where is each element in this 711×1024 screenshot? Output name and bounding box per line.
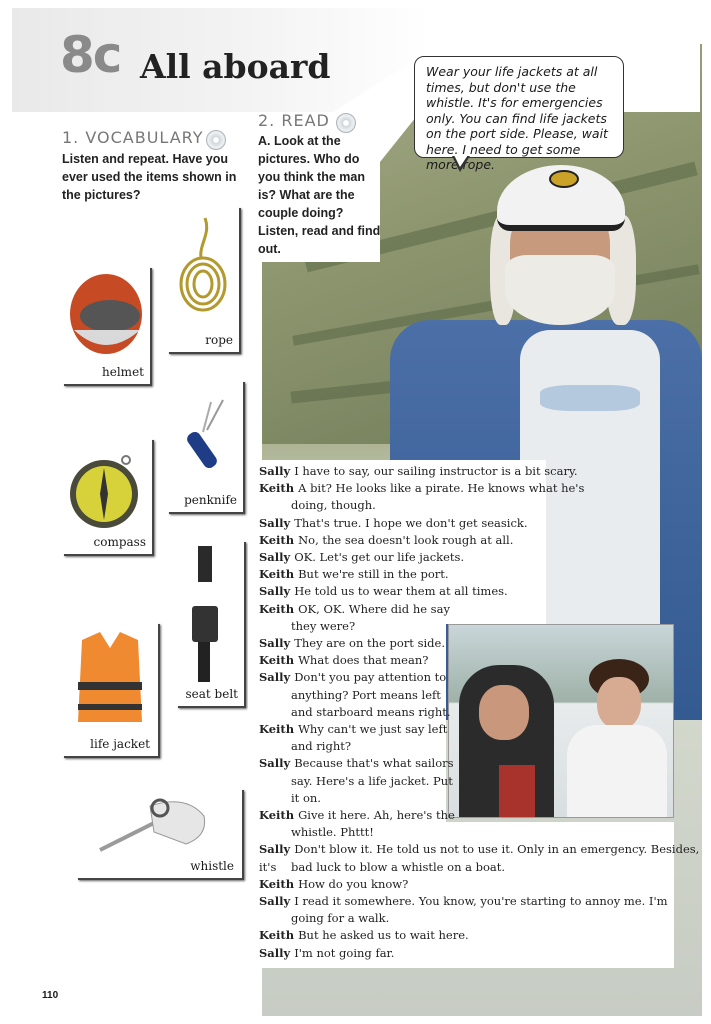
dialogue-speaker: Sally	[259, 584, 295, 599]
penknife-icon	[173, 390, 237, 480]
dialogue-text: No, the sea doesn't look rough at all.	[298, 532, 514, 547]
dialogue-line	[291, 773, 453, 790]
woman-face	[479, 685, 529, 740]
dialogue-line	[259, 635, 445, 652]
dialogue-text: Give it here. Ah, here's the	[298, 808, 455, 822]
dialogue-line	[291, 859, 505, 876]
dialogue-line	[291, 704, 451, 721]
life-jacket-icon	[68, 626, 152, 726]
dialogue-line	[259, 652, 428, 669]
dialogue-speaker: Keith	[259, 481, 299, 496]
woman-top	[499, 765, 535, 817]
vocab-card-helmet	[62, 266, 150, 384]
couple-photo	[448, 624, 674, 818]
vocab-card-life-jacket	[62, 622, 158, 756]
dialogue-line	[259, 532, 513, 549]
vocab-label-helmet: helmet	[102, 365, 144, 379]
whistle-icon	[90, 792, 220, 856]
man-face	[597, 677, 641, 729]
dialogue-text: But he asked us to wait here.	[298, 928, 469, 943]
vocabulary-heading: 1. VOCABULARY	[62, 128, 204, 147]
vocab-label-life-jacket: life jacket	[90, 737, 150, 751]
dialogue-speaker: Keith	[259, 722, 299, 736]
dialogue-text: going for a walk.	[291, 911, 390, 926]
vocab-card-penknife	[167, 380, 243, 512]
dialogue-text: Why can't we just say left	[298, 722, 448, 736]
dialogue-speaker: Sally	[259, 515, 295, 530]
dialogue-text: bad luck to blow a whistle on a boat.	[291, 859, 506, 874]
dialogue-line	[259, 515, 528, 532]
dialogue-line	[291, 824, 374, 841]
dialogue-line	[259, 927, 469, 944]
dialogue-speaker: Sally	[259, 670, 295, 685]
dialogue-text: I read it somewhere. You know, you're starting to annoy me. I'm	[294, 894, 668, 908]
dialogue-text: I have to say, our sailing instructor is a bit scary.	[294, 464, 578, 478]
dialogue-text: Because that's what sailors	[294, 756, 454, 771]
dialogue-speaker: Keith	[259, 653, 299, 668]
dialogue-speaker: Keith	[259, 532, 299, 547]
lesson-number: 8c	[60, 26, 121, 84]
dialogue-line	[259, 463, 578, 480]
dialogue-text: He told us to wear them at all times.	[294, 584, 508, 599]
dialogue-text: and right?	[291, 739, 352, 754]
dialogue-line	[259, 721, 447, 738]
vocab-label-whistle: whistle	[190, 859, 234, 873]
dialogue-line	[259, 549, 464, 566]
dialogue-speaker: Sally	[259, 550, 295, 564]
dialogue-text: Don't blow it. He told us not to use it. Only in an emergency. Besides, it's	[259, 842, 700, 874]
dialogue-speaker: Sally	[259, 842, 295, 857]
compass-icon	[66, 452, 146, 532]
helmet-icon	[66, 270, 146, 360]
rope-icon	[171, 214, 235, 324]
dialogue-speaker: Keith	[259, 808, 299, 822]
dialogue-text: it on.	[291, 790, 321, 805]
dialogue-speaker: Sally	[259, 636, 295, 650]
vocab-label-rope: rope	[205, 333, 233, 347]
dialogue-text: That's true. I hope we don't get seasick.	[294, 515, 528, 530]
dialogue-text: Don't you pay attention to	[294, 670, 447, 685]
dialogue-text: But we're still in the port.	[298, 567, 449, 582]
vocab-card-whistle	[76, 788, 242, 878]
dialogue-text: I'm not going far.	[294, 945, 395, 960]
man-shirt	[567, 725, 667, 817]
dialogue-line	[259, 583, 508, 600]
dialogue-line	[259, 755, 454, 772]
page-number: 110	[42, 990, 59, 1001]
dialogue-text: How do you know?	[298, 876, 409, 891]
captain-beard	[505, 255, 615, 325]
dialogue-line	[291, 687, 441, 704]
dialogue-text: whistle. Phttt!	[291, 825, 374, 840]
dialogue-speaker: Keith	[259, 876, 299, 891]
dialogue-line	[291, 790, 321, 807]
dialogue-line	[259, 566, 449, 583]
dialogue-speaker: Sally	[259, 894, 295, 908]
dialogue-line	[291, 497, 376, 514]
dialogue-text: OK. Let's get our life jackets.	[294, 550, 465, 564]
dialogue-speaker: Keith	[259, 567, 299, 582]
read-instruction: A. Look at the pictures. Who do you think the man is? What are the couple doing? Listen, read and find out.	[258, 134, 381, 256]
vocab-card-seat-belt	[176, 540, 244, 706]
dialogue-speaker: Keith	[259, 601, 299, 616]
vocab-card-rope	[167, 206, 239, 352]
dialogue-text: OK, OK. Where did he say	[298, 601, 450, 616]
dialogue-speaker: Keith	[259, 928, 299, 943]
dialogue-line	[291, 618, 355, 635]
hat-badge	[549, 170, 579, 188]
dialogue-line	[259, 480, 584, 497]
dialogue-line	[259, 669, 446, 686]
dialogue-text: and starboard means right.	[291, 704, 451, 719]
dialogue-text: doing, though.	[291, 498, 376, 513]
shirt-print	[540, 385, 640, 411]
dialogue-text: What does that mean?	[298, 653, 429, 668]
dialogue-line	[291, 738, 351, 755]
speech-bubble-tail	[454, 155, 468, 167]
dialogue-speaker: Sally	[259, 464, 295, 478]
lesson-title: All aboard	[140, 47, 331, 86]
dialogue-line	[259, 807, 455, 824]
vocab-label-seat-belt: seat belt	[185, 687, 238, 701]
dialogue-text: say. Here's a life jacket. Put	[291, 773, 453, 788]
vocab-label-penknife: penknife	[184, 493, 237, 507]
seat-belt-icon	[186, 546, 236, 686]
vocab-card-compass	[62, 438, 152, 554]
dialogue-text: They are on the port side.	[294, 636, 445, 650]
dialogue-line	[291, 910, 389, 927]
dialogue-line	[259, 601, 450, 618]
dialogue-text: A bit? He looks like a pirate. He knows what he's	[298, 481, 585, 496]
dialogue-speaker: Sally	[259, 945, 295, 960]
dialogue-text: anything? Port means left	[291, 687, 441, 702]
audio-cd-icon[interactable]	[336, 113, 356, 133]
read-heading: 2. READ	[258, 111, 330, 130]
dialogue-line	[259, 876, 408, 893]
dialogue-line	[259, 945, 394, 962]
dialogue-speaker: Sally	[259, 756, 295, 771]
speech-bubble: Wear your life jackets at all times, but don't use the whistle. It's for emergencies only. You can find life jackets on the port side. Please, wait here. I need to get some more rope.	[414, 56, 624, 158]
audio-cd-icon[interactable]	[206, 130, 226, 150]
dialogue-text: they were?	[291, 618, 356, 633]
dialogue-line	[259, 893, 668, 910]
vocabulary-instruction: Listen and repeat. Have you ever used the items shown in the pictures?	[62, 152, 237, 202]
vocab-label-compass: compass	[93, 535, 146, 549]
